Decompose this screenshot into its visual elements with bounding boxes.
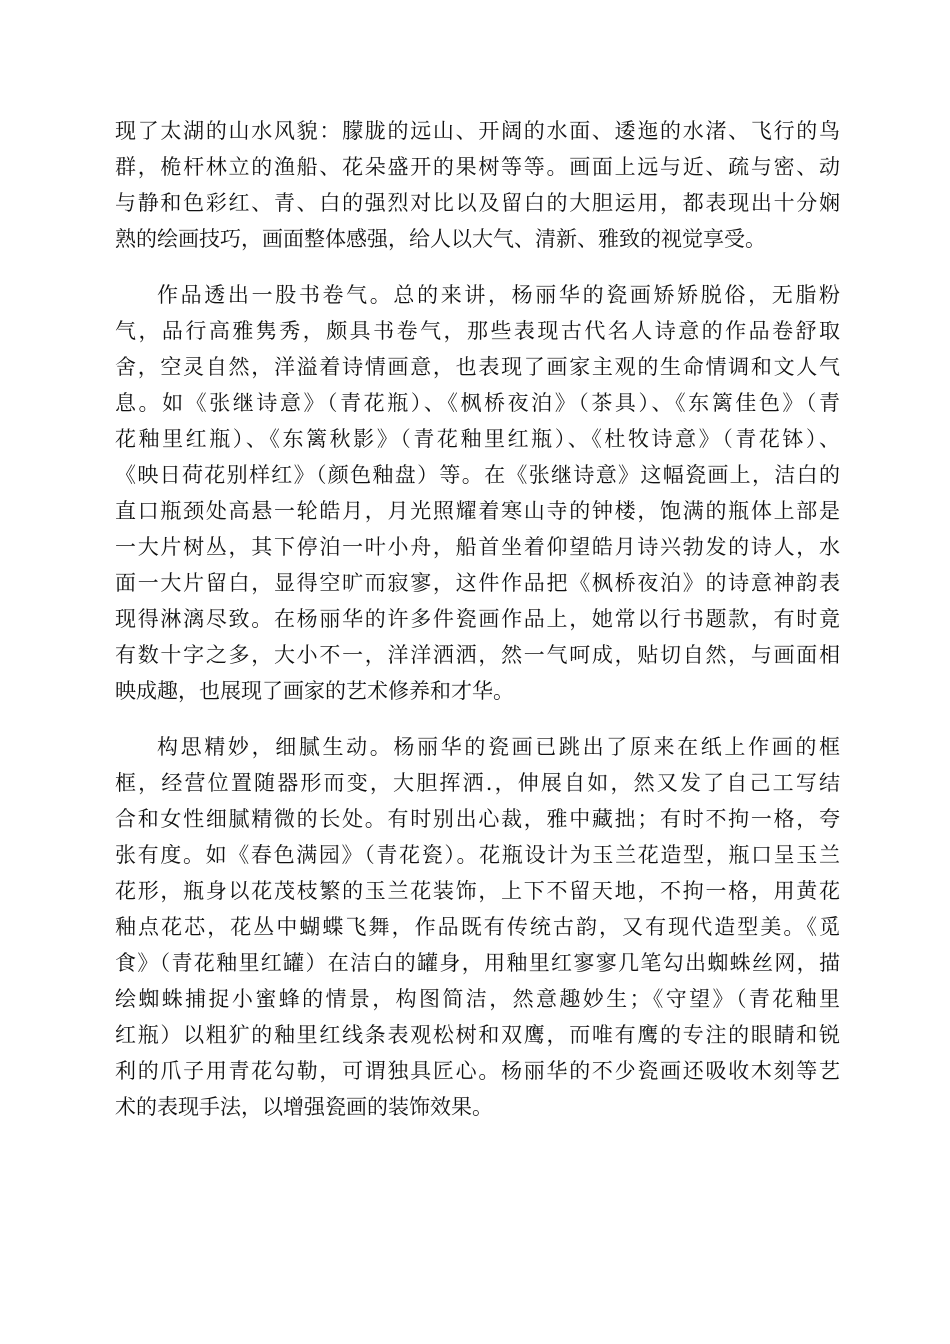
paragraph-spacer (115, 709, 840, 729)
text-line: 一大片树丛，其下停泊一叶小舟，船首坐着仰望皓月诗兴勃发的诗人，水 (115, 535, 840, 559)
text-line: 《映日荷花别样红》（颜色釉盘）等。在《张继诗意》这幅瓷画上，洁白的 (115, 463, 840, 487)
paragraph-taihu-landscape (115, 113, 840, 257)
text-line: 绘蜘蛛捕捉小蜜蜂的情景，构图简洁，然意趣妙生；《守望》（青花釉里 (115, 987, 840, 1011)
text-line: 熟的绘画技巧，画面整体感强，给人以大气、清新、雅致的视觉享受。 (115, 227, 766, 251)
text-line: 张有度。如《春色满园》（青花瓷）。花瓶设计为玉兰花造型，瓶口呈玉兰 (115, 843, 840, 867)
paragraph-scholarly-air (115, 277, 840, 709)
text-line: 舍，空灵自然，洋溢着诗情画意，也表现了画家主观的生命情调和文人气 (115, 355, 840, 379)
text-line: 构思精妙，细腻生动。杨丽华的瓷画已跳出了原来在纸上作画的框 (157, 735, 840, 759)
text-line: 红瓶）以粗犷的釉里红线条表观松树和双鹰，而唯有鹰的专注的眼睛和锐 (115, 1023, 840, 1047)
text-line: 框，经营位置随器形而变，大胆挥洒.，伸展自如，然又发了自己工写结 (115, 771, 840, 795)
text-line: 花釉里红瓶）、《东篱秋影》（青花釉里红瓶）、《杜牧诗意》（青花钵）、 (115, 427, 840, 451)
text-line: 映成趣，也展现了画家的艺术修养和才华。 (115, 679, 514, 703)
text-line: 与静和色彩红、青、白的强烈对比以及留白的大胆运用，都表现出十分娴 (115, 191, 840, 215)
text-line: 现了太湖的山水风貌：朦胧的远山、开阔的水面、逶迤的水渚、飞行的鸟 (115, 119, 840, 143)
text-line: 食》（青花釉里红罐）在洁白的罐身，用釉里红寥寥几笔勾出蜘蛛丝网，描 (115, 951, 840, 975)
text-line: 釉点花芯，花丛中蝴蝶飞舞，作品既有传统古韵，又有现代造型美。《觅 (115, 915, 840, 939)
text-line: 花形，瓶身以花茂枝繁的玉兰花装饰，上下不留天地，不拘一格，用黄花 (115, 879, 840, 903)
text-line: 群，桅杆林立的渔船、花朵盛开的果树等等。画面上远与近、疏与密、动 (115, 155, 840, 179)
text-line: 有数十字之多，大小不一，洋洋洒洒，然一气呵成，贴切自然，与画面相 (115, 643, 840, 667)
text-line: 术的表现手法，以增强瓷画的装饰效果。 (115, 1095, 493, 1119)
text-line: 作品透出一股书卷气。总的来讲，杨丽华的瓷画矫矫脱俗，无脂粉 (157, 283, 840, 307)
text-line: 合和女性细腻精微的长处。有时别出心裁，雅中藏拙；有时不拘一格，夸 (115, 807, 840, 831)
text-line: 面一大片留白，显得空旷而寂寥，这件作品把《枫桥夜泊》的诗意神韵表 (115, 571, 840, 595)
paragraph-ingenious-design (115, 729, 840, 1125)
text-line: 利的爪子用青花勾勒，可谓独具匠心。杨丽华的不少瓷画还吸收木刻等艺 (115, 1059, 840, 1083)
paragraph-spacer (115, 257, 840, 277)
article-body (115, 113, 840, 1125)
text-line: 气，品行高雅隽秀，颇具书卷气，那些表现古代名人诗意的作品卷舒取 (115, 319, 840, 343)
text-line: 息。如《张继诗意》（青花瓶）、《枫桥夜泊》（茶具）、《东篱佳色》（青 (115, 391, 840, 415)
text-line: 现得淋漓尽致。在杨丽华的许多件瓷画作品上，她常以行书题款，有时竟 (115, 607, 840, 631)
text-line: 直口瓶颈处高悬一轮皓月，月光照耀着寒山寺的钟楼，饱满的瓶体上部是 (115, 499, 840, 523)
